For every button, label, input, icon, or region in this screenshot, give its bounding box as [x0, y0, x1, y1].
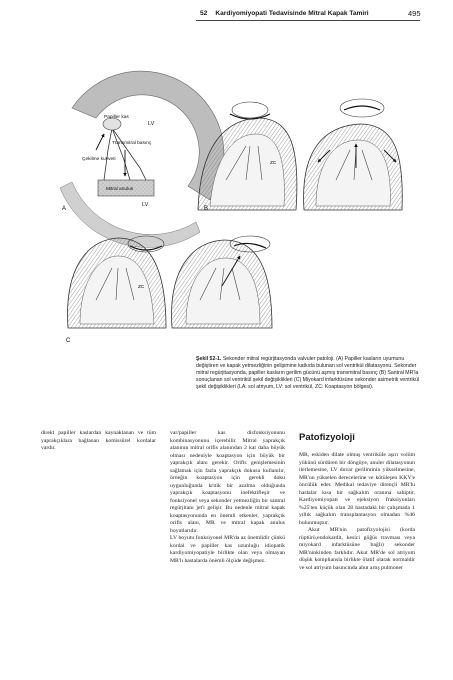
label-transmitral-pressure: Transmitral basınç	[112, 141, 152, 146]
paragraph: MR, eskiden dilate olmuş ventriküle aşırı volüm yükünü sürdüren bir döngüye, anuler dilatasyonun ilerlemesine, LV duvar geriliminin yükselmesine, MR'un yükselen derecelerine ve kötüleşen KKY'e öncülük eder. Medikal tedaviye dirençli MR'lu hastalar kısa bir sağkalım oranına sahiptir. Kardiyomiyopati ve ejeksiyon fraksiyonları %25'ten küçük olan 28 hastadaki bir çalışmada 1 yıllık sağkalım transplantasyon olmadan %46 bulunmuştur.	[299, 452, 415, 526]
chapter-title: Kardiyomiyopati Tedavisinde Mitral Kapak Tamiri	[215, 10, 369, 17]
page-number: 495	[408, 9, 421, 18]
paragraph: var/papiller kas disfonksiyonunu kombinasyonunu içerebilir. Mitral yaprakçık alanının mitral orifis alanından 2 kat daha büyük olması nedeniyle koaptasyon için büyük bir yaprakçık alanı gerekir. Orifis genişlemesinin sağlamak için fazla yaprakçık dokusu kullanılır, örneğin koaptasyon için gerekli doku uygunluğunda kritik bir azalma olduğunda yaprakçık koaptasyonu inefektifleşir ve fonksiyonel veya sekonder yetmezliğin bir santral regürjitanı jet'i gelişir. Bu nedenle mitral kapak koaptasyonunda en önemli etkenler, yaprakçık orifis alanı, MR ve mitral kapak anulus boyutlarıdır.	[170, 430, 285, 534]
panel-letter-a: A	[62, 206, 67, 212]
chorda-line-1	[104, 128, 112, 180]
caption-label: Şekil 52-1.	[196, 356, 222, 362]
paragraph: direkt papiller kaslardan kaynaklanan ve tüm yaprakçıklara bağlanan komissürel kordalar vardır.	[41, 430, 156, 451]
label-mitral-annulus: Mitral anulus	[106, 187, 134, 192]
chorda-line-2	[112, 128, 130, 180]
panel-letter-b: B	[204, 206, 209, 212]
zc-label-b: ZC	[270, 161, 277, 166]
section-heading: Patofizyoloji	[299, 432, 355, 443]
chapter-number: 52	[200, 10, 208, 17]
panel-a	[60, 71, 224, 247]
label-papillary-muscle: Papiller kas	[104, 115, 129, 120]
panel-b	[198, 99, 402, 212]
text-column-1	[41, 430, 156, 453]
chorda-line-3	[112, 128, 146, 180]
zc-label-c: ZC	[138, 285, 145, 290]
tethering-force-arrow	[96, 134, 104, 150]
paragraph: Akut MR'nin patofizyolojisi (korda rüptürü,endokardit, kesici göğüs travması veya miyokard infarktüsüne bağlı) sekonder MR'ninkinden farklıdır. Akut MR'de sol atriyum düşük kompliansla birlikte ölatif olarak normaldir ve sol atriyum basıncında ahut artış pulmoner	[299, 527, 415, 571]
label-lv-bottom: LV	[142, 202, 149, 208]
panel-letter-c: C	[66, 338, 71, 344]
figure-caption	[196, 356, 421, 391]
panel-c	[66, 236, 272, 344]
paragraph: LV boyutu fonksiyonel MR'da az önemlidir çünkü kordal ve papiller kas uzunluğu idiopatik kardiyomiyopatiyle birlikte olan veya olmayan MR'lı hastalarda önemli ölçüde değişmez.	[170, 535, 285, 564]
text-column-2	[170, 430, 285, 565]
valve-inset-b-right-outline	[340, 99, 384, 117]
label-tethering-force: Çekilme kuvveti	[82, 157, 116, 162]
valve-inset-b-left-outline	[232, 102, 268, 118]
valve-inset-b-right	[344, 106, 380, 110]
text-column-3	[299, 430, 415, 572]
label-lv-top: LV	[148, 121, 155, 127]
caption-text: Sekonder mitral regürjitasyonda valvuler patoloji. (A) Papiller kasların uyumunu değiştiren ve kapak yetmezliğinin gelişimine katkıda bulunan sol ventrikül dilatasyonu. Sekonder mitral regürjitasyonda, papiller kasların gerilim gücünü aşmış transmitral basınç (B) Santral MR'la sonuçlanan sol ventrikül şekil değişiklikleri (C) Miyokard infarktüsüne sekonder asimetrik ventrikül şekil değişiklikleri (LA: sol atriyum, LV: sol ventrikül, ZC: Koaptasyon bölgesi).	[196, 356, 420, 390]
